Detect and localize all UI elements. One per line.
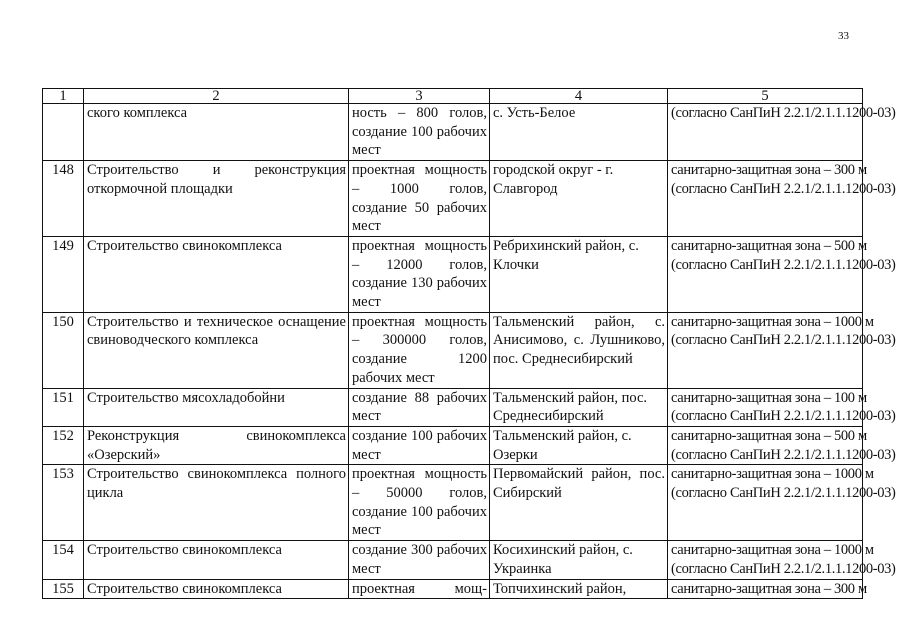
- table-row: [43, 426, 863, 464]
- table-row: [43, 104, 863, 161]
- object-name: Строительство свинокомплекса: [84, 236, 349, 312]
- location: Тальменский район, с. Озерки: [490, 426, 668, 464]
- table-row: [43, 161, 863, 237]
- row-number: 153: [43, 465, 84, 541]
- sanitary-zone: [668, 426, 896, 464]
- capacity: создание 300 рабочих мест: [349, 541, 490, 579]
- column-header-4: 4: [490, 89, 668, 104]
- capacity: проектная мощность – 12000 голов, создание 130 рабочих мест: [349, 236, 490, 312]
- column-header-1: 1: [43, 89, 84, 104]
- object-name: ского комплекса: [84, 104, 349, 161]
- object-name: Строительство и техническое оснащение свиноводческого комплекса: [84, 312, 349, 388]
- capacity: ность – 800 голов, создание 100 рабочих мест: [349, 104, 490, 161]
- object-name: Строительство свинокомплекса полного цикла: [84, 465, 349, 541]
- row-number: 151: [43, 388, 84, 426]
- table-row: [43, 465, 863, 541]
- table-row: [43, 312, 863, 388]
- zone-norm: (согласно СанПиН 2.2.1/2.1.1.1200-03): [671, 180, 896, 197]
- row-number: 154: [43, 541, 84, 579]
- row-number: 155: [43, 579, 84, 599]
- column-number-row: [43, 89, 863, 104]
- zone-norm: (согласно СанПиН 2.2.1/2.1.1.1200-03): [671, 332, 896, 349]
- object-name: Строительство мясохладобойни: [84, 388, 349, 426]
- zone-distance: санитарно-защитная зона – 500 м: [671, 237, 867, 254]
- row-number: 149: [43, 236, 84, 312]
- zone-distance: санитарно-защитная зона – 1000 м: [671, 313, 874, 330]
- object-name: Реконструкция свинокомплекса «Озерский»: [84, 426, 349, 464]
- capacity: [349, 579, 490, 599]
- capacity: создание 88 рабочих мест: [349, 388, 490, 426]
- location: Первомайский район, пос. Сибирский: [490, 465, 668, 541]
- column-header-2: 2: [84, 89, 349, 104]
- page-number: 33: [838, 30, 849, 42]
- row-number: 152: [43, 426, 84, 464]
- zone-distance: санитарно-защитная зона – 500 м: [671, 427, 867, 444]
- location: Тальменский район, с. Анисимово, с. Лушниково, пос. Среднесибирский: [490, 312, 668, 388]
- table-row: [43, 579, 863, 599]
- zone-norm: (согласно СанПиН 2.2.1/2.1.1.1200-03): [671, 560, 896, 577]
- object-name: Строительство свинокомплекса: [84, 541, 349, 579]
- location: городской округ - г. Славгород: [490, 161, 668, 237]
- column-header-3: 3: [349, 89, 490, 104]
- capacity: создание 100 рабочих мест: [349, 426, 490, 464]
- zone-distance: санитарно-защитная зона – 300 м: [671, 162, 867, 179]
- row-number: [43, 104, 84, 161]
- zone-norm: (согласно СанПиН 2.2.1/2.1.1.1200-03): [671, 485, 896, 502]
- zone-distance: санитарно-защитная зона – 300 м: [671, 580, 867, 597]
- capacity: проектная мощность – 300000 голов, создание 1200 рабочих мест: [349, 312, 490, 388]
- table-row: [43, 388, 863, 426]
- location: Косихинский район, с. Украинка: [490, 541, 668, 579]
- table-row: [43, 236, 863, 312]
- sanitary-zone: (согласно СанПиН 2.2.1/2.1.1.1200-03): [668, 104, 863, 161]
- zone-norm: (согласно СанПиН 2.2.1/2.1.1.1200-03): [671, 408, 896, 425]
- table-row: [43, 541, 863, 579]
- sanitary-zone: [668, 236, 896, 312]
- sanitary-zone: [668, 579, 867, 599]
- zone-distance: санитарно-защитная зона – 100 м: [671, 389, 867, 406]
- sanitary-zone: [668, 541, 896, 579]
- sanitary-zone: [668, 388, 896, 426]
- zone-norm: (согласно СанПиН 2.2.1/2.1.1.1200-03): [671, 256, 896, 273]
- row-number: 150: [43, 312, 84, 388]
- location: Тальменский район, пос. Среднесибирский: [490, 388, 668, 426]
- capacity: проектная мощность – 1000 голов, создание 50 рабочих мест: [349, 161, 490, 237]
- capacity: проектная мощность – 50000 голов, создание 100 рабочих мест: [349, 465, 490, 541]
- zone-distance: санитарно-защитная зона – 1000 м: [671, 542, 874, 559]
- sanitary-zone: [668, 312, 896, 388]
- row-number: 148: [43, 161, 84, 237]
- location: с. Усть-Белое: [490, 104, 668, 161]
- location: Топчихинский район,: [490, 579, 668, 599]
- location: Ребрихинский район, с. Клочки: [490, 236, 668, 312]
- zone-distance: санитарно-защитная зона – 1000 м: [671, 466, 874, 483]
- projects-table: [42, 88, 896, 599]
- capacity-line: проектная мощ-: [352, 580, 487, 597]
- object-name: Строительство свинокомплекса: [84, 579, 349, 599]
- column-header-5: 5: [668, 89, 863, 104]
- sanitary-zone: [668, 161, 896, 237]
- sanitary-zone: [668, 465, 896, 541]
- zone-norm: (согласно СанПиН 2.2.1/2.1.1.1200-03): [671, 446, 896, 463]
- object-name: Строительство и реконструкция откормочной площадки: [84, 161, 349, 237]
